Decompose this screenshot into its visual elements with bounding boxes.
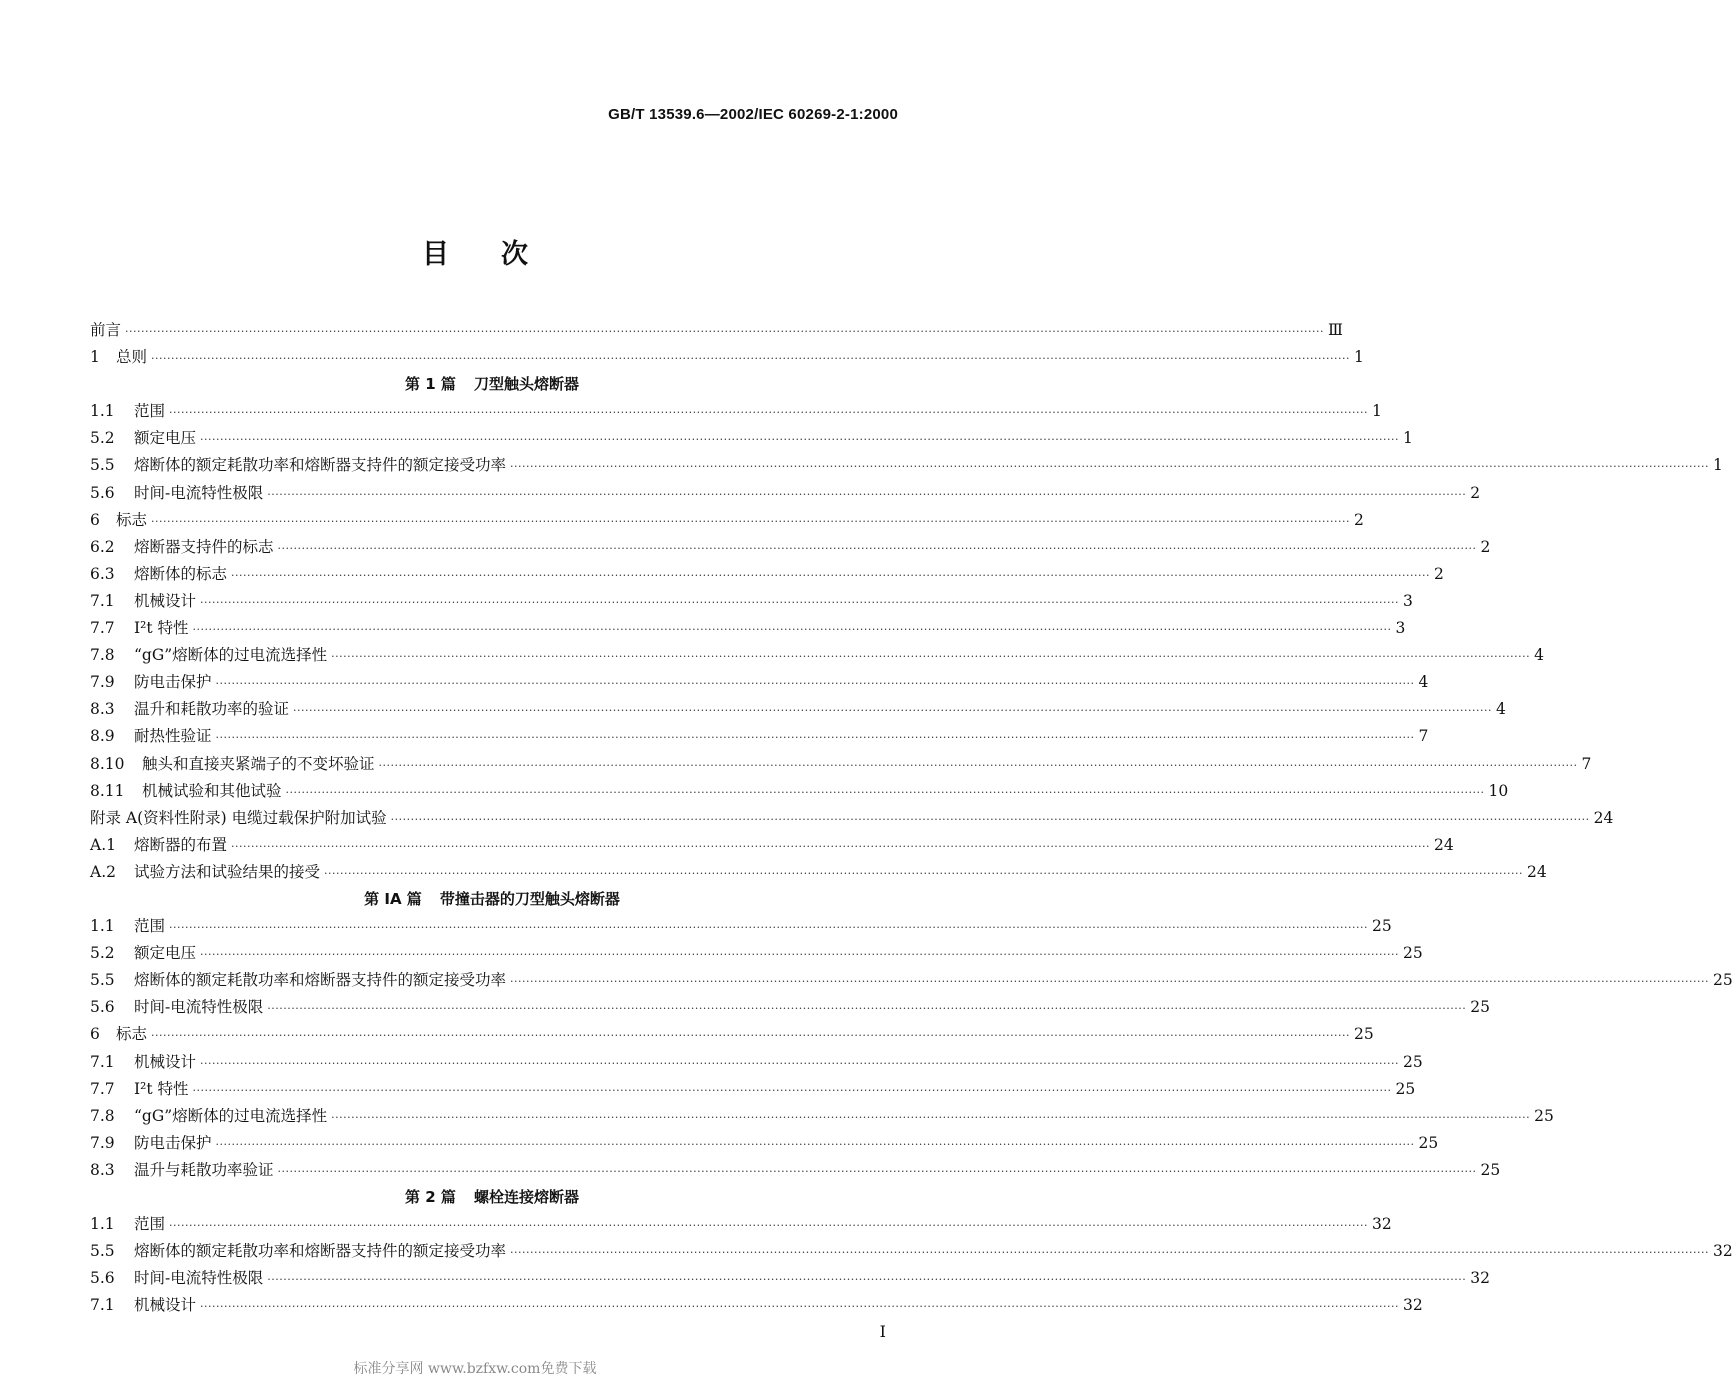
page-number: I [879, 1322, 886, 1341]
toc-entry-number: 8.3 [90, 1160, 115, 1179]
toc-entry-title: 温升和耗散功率的验证 [134, 700, 290, 719]
toc-entry-page: 25 [1480, 1160, 1501, 1179]
leader-dots: ············································································································································································································································································································ [200, 595, 1399, 609]
toc-entry-page: 25 [1354, 1025, 1374, 1044]
title-char-1: 目 [422, 239, 449, 270]
toc-entry-page: 25 [1403, 944, 1423, 963]
toc-entry-number: 6 [90, 1025, 100, 1044]
toc-entry-page: 25 [1534, 1106, 1554, 1125]
toc-entry-title: 防电击保护 [134, 1133, 212, 1152]
toc-entry[interactable] [90, 832, 1454, 859]
toc-entry-page: 2 [1480, 537, 1491, 556]
leader-dots: ············································································································································································································································································································ [200, 433, 1399, 447]
toc-entry-number: 7.9 [90, 1133, 115, 1152]
toc-entry-page: 4 [1496, 700, 1506, 719]
toc-entry-number: 5.6 [90, 483, 115, 502]
toc-entry-page: 3 [1403, 591, 1413, 610]
toc-entry-title: 标志 [116, 510, 148, 529]
leader-dots: ············································································································································································································································································································ [267, 1002, 1467, 1016]
leader-dots: ············································································································································································································································································································ [151, 1029, 1350, 1043]
toc-part-heading [90, 1184, 894, 1211]
toc-entry-title: 机械试验和其他试验 [142, 781, 282, 800]
toc-entry[interactable] [90, 1130, 1439, 1157]
toc-entry[interactable] [90, 778, 1509, 805]
toc-entry[interactable] [90, 344, 1364, 371]
toc-entry-title: 熔断器支持件的标志 [134, 537, 274, 556]
leader-dots: ············································································································································································································································································································ [231, 839, 1430, 853]
leader-dots: ············································································································································································································································································································ [169, 1219, 1368, 1233]
toc-entry-page: 25 [1372, 917, 1392, 936]
leader-dots: ············································································································································································································································································································ [215, 731, 1415, 745]
toc-entry-number: 7.1 [90, 1052, 115, 1071]
leader-dots: ············································································································································································································································································································ [125, 325, 1324, 338]
toc-entry-page: 4 [1534, 646, 1545, 665]
toc-entry-title: 额定电压 [134, 429, 197, 448]
toc-entry-number: 7.8 [90, 646, 115, 665]
toc-entry[interactable] [90, 913, 1392, 940]
toc-entry[interactable] [90, 1211, 1392, 1238]
toc-entry[interactable] [90, 1103, 1554, 1130]
toc-entry-title: 熔断体的额定耗散功率和熔断器支持件的额定接受功率 [134, 456, 507, 475]
leader-dots: ············································································································································································································································································································ [331, 1110, 1531, 1124]
leader-dots: ············································································································································································································································································································ [200, 1056, 1399, 1070]
toc-entry[interactable] [90, 859, 1547, 886]
leader-dots: ············································································································································································································································································································ [169, 921, 1368, 935]
leader-dots: ············································································································································································································································································································ [231, 568, 1430, 582]
leader-dots: ············································································································································································································································································································ [151, 352, 1350, 366]
toc-entry-number: 1.1 [90, 1215, 115, 1234]
toc-entry[interactable] [90, 317, 1343, 344]
toc-entry[interactable] [90, 480, 1481, 507]
toc-entry-page: 7 [1581, 754, 1592, 773]
toc-entry-page: 25 [1470, 998, 1490, 1017]
toc-entry[interactable] [90, 751, 1592, 778]
leader-dots: ············································································································································································································································································································ [277, 1164, 1477, 1178]
toc-entry-title: 熔断体的额定耗散功率和熔断器支持件的额定接受功率 [134, 971, 507, 990]
toc-entry-number: 6.3 [90, 564, 115, 583]
toc-entry-page: 3 [1395, 619, 1406, 638]
part-title: 带撞击器的刀型触头熔断器 [439, 889, 620, 908]
toc-entry-number: 5.5 [90, 456, 115, 475]
toc-entry[interactable] [90, 967, 1733, 994]
toc-entry[interactable] [90, 452, 1723, 479]
leader-dots: ············································································································································································································································································································ [510, 1246, 1709, 1260]
toc-entry-title: 总则 [116, 348, 148, 367]
page-title [0, 232, 950, 271]
leader-dots: ············································································································································································································································································································ [510, 460, 1709, 474]
toc-entry[interactable] [90, 642, 1545, 669]
toc-entry-page: 25 [1713, 971, 1733, 990]
toc-entry-number: 7.1 [90, 1296, 115, 1315]
toc-entry-number: 8.10 [90, 754, 125, 773]
toc-entry[interactable] [90, 588, 1413, 615]
leader-dots: ············································································································································································································································································································ [277, 541, 1477, 555]
toc-entry-page: 1 [1372, 402, 1382, 421]
leader-dots: ············································································································································································································································································································ [215, 677, 1415, 691]
toc-entry-number: 7.9 [90, 673, 115, 692]
toc-entry-page: 25 [1395, 1079, 1416, 1098]
part-title: 螺栓连接熔断器 [473, 1188, 579, 1206]
leader-dots: ············································································································································································································································································································ [169, 406, 1368, 420]
toc-part-heading [90, 371, 894, 398]
toc-entry[interactable] [90, 534, 1491, 561]
toc-entry-number: 5.2 [90, 944, 115, 963]
toc-entry-title: 时间-电流特性极限 [134, 483, 264, 502]
toc-entry-page: 32 [1403, 1296, 1423, 1315]
toc-entry[interactable] [90, 940, 1423, 967]
toc-entry-number: 7.8 [90, 1106, 115, 1125]
toc-entry-title: 范围 [134, 917, 166, 936]
leader-dots: ············································································································································································································································································································ [151, 514, 1350, 528]
leader-dots: ············································································································································································································································································································ [200, 948, 1399, 962]
toc-entry-title: 时间-电流特性极限 [134, 998, 264, 1017]
toc-entry-number: 5.2 [90, 429, 115, 448]
toc-entry[interactable] [90, 1157, 1501, 1184]
toc-entry-number: 8.9 [90, 727, 115, 746]
toc-entry[interactable] [90, 507, 1364, 534]
table-of-contents [90, 317, 1733, 1319]
toc-entry-number: 7.1 [90, 591, 115, 610]
toc-entry-number: 5.6 [90, 998, 115, 1017]
toc-entry[interactable] [90, 1021, 1374, 1048]
toc-entry-page: 1 [1354, 348, 1364, 367]
toc-entry[interactable] [90, 805, 1614, 832]
toc-entry-title: 标志 [116, 1025, 148, 1044]
toc-entry-title: 附录 A(资料性附录) 电缆过载保护附加试验 [90, 808, 387, 827]
toc-entry-title: 时间-电流特性极限 [134, 1269, 264, 1288]
toc-entry-title: 防电击保护 [134, 673, 212, 692]
toc-entry[interactable] [90, 696, 1506, 723]
toc-entry[interactable] [90, 425, 1413, 452]
toc-part-heading [90, 886, 894, 913]
toc-entry-number: A.1 [90, 835, 116, 854]
toc-entry-title: 触头和直接夹紧端子的不变坏验证 [142, 754, 375, 773]
toc-entry[interactable] [90, 669, 1429, 696]
toc-entry-number: 5.5 [90, 1242, 115, 1261]
toc-entry[interactable] [90, 1076, 1416, 1103]
toc-entry-title: 熔断器的布置 [134, 835, 228, 854]
leader-dots: ············································································································································································································································································································ [267, 487, 1467, 501]
toc-entry-title: “gG”熔断体的过电流选择性 [134, 646, 328, 665]
leader-dots: ············································································································································································································································································································ [378, 758, 1578, 772]
toc-entry-title: 温升与耗散功率验证 [134, 1160, 274, 1179]
leader-dots: ············································································································································································································································································································ [267, 1273, 1467, 1287]
leader-dots: ············································································································································································································································································································ [293, 704, 1492, 718]
toc-entry[interactable] [90, 615, 1406, 642]
toc-entry[interactable] [90, 1265, 1490, 1292]
toc-entry-page: 4 [1418, 673, 1429, 692]
toc-entry-page: 32 [1713, 1242, 1733, 1261]
toc-entry-number: 6.2 [90, 537, 115, 556]
toc-entry-title: I²t 特性 [134, 1079, 189, 1098]
toc-entry-number: 1.1 [90, 402, 115, 421]
toc-entry-title: 熔断体的标志 [134, 564, 228, 583]
toc-entry[interactable] [90, 561, 1444, 588]
toc-entry-page: 2 [1434, 564, 1444, 583]
part-number: 第 1 篇 [405, 375, 456, 394]
toc-entry-page: 32 [1470, 1269, 1490, 1288]
toc-entry[interactable] [90, 398, 1382, 425]
toc-entry[interactable] [90, 994, 1490, 1021]
toc-entry-page: 25 [1418, 1133, 1439, 1152]
toc-entry-title: 范围 [134, 1215, 166, 1234]
leader-dots: ············································································································································································································································································································ [285, 785, 1485, 799]
part-number: 第 2 篇 [405, 1188, 456, 1206]
toc-entry-page: 25 [1403, 1052, 1423, 1071]
leader-dots: ············································································································································································································································································································ [510, 975, 1709, 989]
toc-entry-page: 10 [1488, 781, 1509, 800]
toc-entry-number: 6 [90, 510, 100, 529]
toc-entry-number: 5.5 [90, 971, 115, 990]
leader-dots: ············································································································································································································································································································ [215, 1137, 1415, 1151]
part-title: 刀型触头熔断器 [473, 375, 579, 394]
toc-entry-title: I²t 特性 [134, 619, 189, 638]
toc-entry-page: 1 [1713, 456, 1723, 475]
toc-entry[interactable] [90, 723, 1429, 750]
toc-entry-page: 24 [1527, 862, 1547, 881]
leader-dots: ············································································································································································································································································································ [200, 1300, 1399, 1314]
toc-entry-number: 7.7 [90, 619, 115, 638]
standard-number: GB/T 13539.6—2002/IEC 60269-2-1:2000 [608, 106, 898, 123]
toc-entry-title: 耐热性验证 [134, 727, 212, 746]
toc-entry[interactable] [90, 1292, 1423, 1319]
toc-entry-title: 前言 [90, 321, 122, 339]
toc-entry-title: 机械设计 [134, 1296, 197, 1315]
part-number: 第 IA 篇 [364, 889, 422, 908]
toc-entry-page: 24 [1593, 808, 1614, 827]
toc-entry-page: 7 [1418, 727, 1429, 746]
toc-entry-page: 24 [1434, 835, 1454, 854]
toc-entry-page: 1 [1403, 429, 1413, 448]
leader-dots: ············································································································································································································································································································ [331, 650, 1531, 664]
toc-entry-number: 5.6 [90, 1269, 115, 1288]
toc-entry-number: 1.1 [90, 917, 115, 936]
toc-entry-title: 试验方法和试验结果的接受 [134, 862, 321, 881]
leader-dots: ············································································································································································································································································································ [192, 1083, 1392, 1097]
toc-entry-title: 机械设计 [134, 1052, 197, 1071]
title-char-2: 次 [501, 239, 528, 270]
toc-entry[interactable] [90, 1238, 1733, 1265]
toc-entry-number: A.2 [90, 862, 116, 881]
toc-entry-number: 7.7 [90, 1079, 115, 1098]
toc-entry-number: 8.11 [90, 781, 125, 800]
toc-entry-title: 机械设计 [134, 591, 197, 610]
toc-entry-number: 1 [90, 348, 100, 367]
toc-entry-page: 2 [1354, 510, 1364, 529]
toc-entry-title: 范围 [134, 402, 166, 421]
toc-entry-title: 额定电压 [134, 944, 197, 963]
leader-dots: ············································································································································································································································································································ [390, 812, 1590, 826]
toc-entry-page: 32 [1372, 1215, 1392, 1234]
toc-entry-number: 8.3 [90, 700, 115, 719]
toc-entry-page: 2 [1470, 483, 1481, 502]
toc-entry-page: Ⅲ [1328, 321, 1343, 339]
toc-entry-title: “gG”熔断体的过电流选择性 [134, 1106, 328, 1125]
toc-entry-title: 熔断体的额定耗散功率和熔断器支持件的额定接受功率 [134, 1242, 507, 1261]
leader-dots: ············································································································································································································································································································ [192, 623, 1392, 637]
leader-dots: ············································································································································································································································································································ [324, 866, 1523, 880]
toc-entry[interactable] [90, 1049, 1423, 1076]
watermark: 标准分享网 www.bzfxw.com免费下载 [353, 1361, 597, 1377]
